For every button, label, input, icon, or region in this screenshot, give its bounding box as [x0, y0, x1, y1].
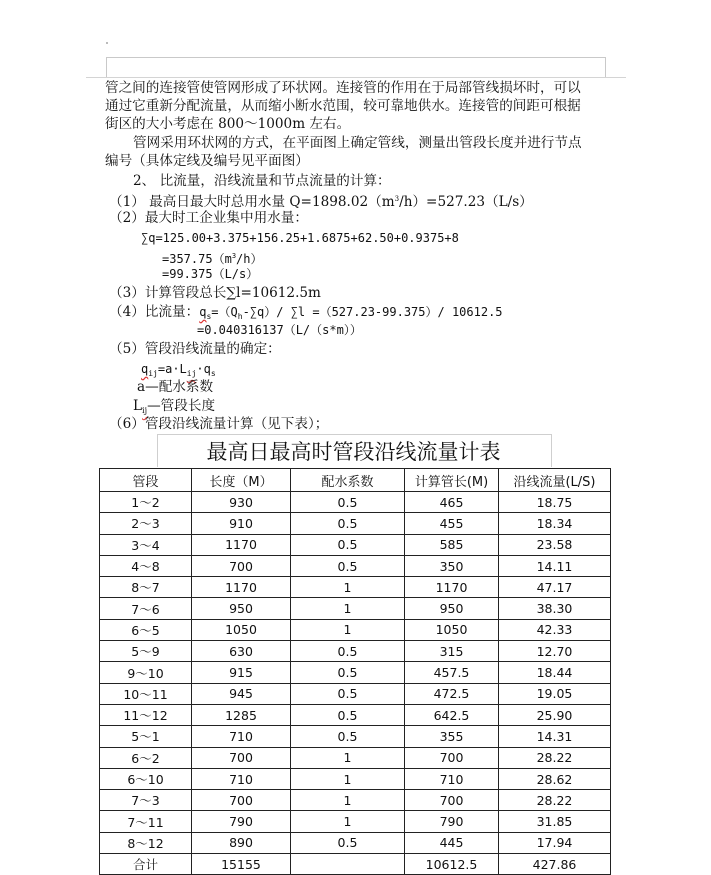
header-length: 长度（M） — [192, 469, 291, 492]
table-row — [100, 577, 611, 598]
cell-calc-length: 1170 — [405, 577, 499, 598]
cell-flow: 38.30 — [499, 598, 611, 619]
superscript: 3 — [394, 195, 400, 203]
definition-symbol: L — [133, 398, 143, 414]
header-calc-length: 计算管长(M) — [405, 469, 499, 492]
cell-segment: 7～3 — [100, 790, 192, 811]
table-row — [100, 662, 611, 683]
superscript: 3 — [231, 252, 237, 260]
cell-length: 15155 — [192, 854, 291, 875]
cell-calc-length: 465 — [405, 492, 499, 513]
cell-flow: 14.11 — [499, 555, 611, 576]
cell-flow: 42.33 — [499, 619, 611, 640]
table-row — [100, 768, 611, 789]
cell-segment: 11～12 — [100, 704, 192, 725]
header-divider — [86, 77, 626, 78]
header-flow: 沿线流量(L/S) — [499, 469, 611, 492]
cell-length: 950 — [192, 598, 291, 619]
cell-coefficient: 0.5 — [291, 683, 405, 704]
cell-calc-length: 585 — [405, 534, 499, 555]
item-1-text: （1） 最高日最大时总用水量 Q=1898.02（m — [109, 194, 395, 210]
cell-length: 1050 — [192, 619, 291, 640]
cell-segment: 2～3 — [100, 513, 192, 534]
cell-coefficient: 0.5 — [291, 832, 405, 853]
formula-text-end: /h） — [236, 252, 263, 266]
subscript: ij — [186, 369, 197, 378]
item-2: （2）最大时工企业集中用水量： — [109, 210, 308, 226]
cell-coefficient: 0.5 — [291, 555, 405, 576]
table-row — [100, 790, 611, 811]
cell-length: 1170 — [192, 577, 291, 598]
cell-calc-length: 642.5 — [405, 704, 499, 725]
table-row — [100, 683, 611, 704]
cell-calc-length: 315 — [405, 641, 499, 662]
cell-length: 945 — [192, 683, 291, 704]
item-6: （6）管段沿线流量计算（见下表）； — [109, 416, 329, 432]
definition-line: a—配水系数 — [137, 379, 214, 395]
cell-coefficient: 1 — [291, 768, 405, 789]
cell-calc-length: 950 — [405, 598, 499, 619]
cell-coefficient: 1 — [291, 811, 405, 832]
formula-text: =（Q — [211, 305, 238, 319]
cell-calc-length: 445 — [405, 832, 499, 853]
cell-length: 700 — [192, 747, 291, 768]
cell-coefficient: 0.5 — [291, 641, 405, 662]
cell-flow: 47.17 — [499, 577, 611, 598]
cell-segment: 7～11 — [100, 811, 192, 832]
cell-flow: 28.22 — [499, 790, 611, 811]
item-1 — [109, 190, 533, 211]
cell-length: 630 — [192, 641, 291, 662]
table-row — [100, 811, 611, 832]
page-corner-mark — [106, 42, 108, 44]
formula-symbol: q — [141, 362, 149, 376]
header-pipe-segment: 管段 — [100, 469, 192, 492]
table-row — [100, 641, 611, 662]
paragraph-line: 通过它重新分配流量，从而缩小断水范围，较可靠地供水。连接管的间距可根据 — [105, 98, 581, 114]
section-heading: 2、 比流量，沿线流量和节点流量的计算： — [133, 173, 391, 189]
cell-coefficient: 0.5 — [291, 726, 405, 747]
cell-coefficient: 1 — [291, 577, 405, 598]
formula-text: ·q — [196, 362, 211, 376]
cell-coefficient: 0.5 — [291, 534, 405, 555]
cell-flow: 28.22 — [499, 747, 611, 768]
table-row — [100, 726, 611, 747]
table-row — [100, 704, 611, 725]
cell-flow: 18.44 — [499, 662, 611, 683]
cell-segment: 5～9 — [100, 641, 192, 662]
cell-calc-length: 455 — [405, 513, 499, 534]
table-title: 最高日最高时管段沿线流量计表 — [206, 440, 501, 464]
table-row — [100, 534, 611, 555]
item-5: （5）管段沿线流量的确定： — [109, 341, 281, 357]
cell-flow: 31.85 — [499, 811, 611, 832]
subscript: s — [210, 369, 216, 378]
paragraph-line: 编号（具体定线及编号见平面图） — [105, 153, 309, 169]
table-row — [100, 555, 611, 576]
cell-length: 790 — [192, 811, 291, 832]
table-header-row — [100, 469, 611, 492]
item-4-text: （4）比流量： — [109, 304, 200, 320]
cell-flow: 12.70 — [499, 641, 611, 662]
definition-text: —管段长度 — [147, 398, 216, 414]
cell-length: 915 — [192, 662, 291, 683]
cell-flow: 23.58 — [499, 534, 611, 555]
cell-flow: 28.62 — [499, 768, 611, 789]
cell-coefficient: 1 — [291, 598, 405, 619]
paragraph-line: 管网采用环状网的方式，在平面图上确定管线，测量出管段长度并进行节点 — [133, 135, 582, 151]
cell-calc-length: 10612.5 — [405, 854, 499, 875]
item-1-text-end: /h）=527.23（L/s） — [399, 194, 533, 210]
table-row — [100, 619, 611, 640]
cell-calc-length: 700 — [405, 747, 499, 768]
cell-flow: 18.34 — [499, 513, 611, 534]
table-row — [100, 513, 611, 534]
cell-calc-length: 472.5 — [405, 683, 499, 704]
cell-coefficient: 0.5 — [291, 492, 405, 513]
table-row — [100, 492, 611, 513]
page-header-area[interactable] — [106, 57, 606, 78]
cell-coefficient: 1 — [291, 619, 405, 640]
cell-coefficient: 1 — [291, 790, 405, 811]
cell-segment: 7～6 — [100, 598, 192, 619]
table-row — [100, 832, 611, 853]
table-total-row — [100, 854, 611, 875]
subscript: s — [206, 312, 212, 321]
subscript: ij — [142, 406, 148, 415]
cell-coefficient: 1 — [291, 747, 405, 768]
cell-length: 700 — [192, 555, 291, 576]
cell-calc-length: 355 — [405, 726, 499, 747]
cell-calc-length: 457.5 — [405, 662, 499, 683]
formula-line: =99.375（L/s） — [162, 267, 259, 281]
cell-length: 910 — [192, 513, 291, 534]
formula-symbol: q — [199, 305, 207, 319]
subscript: h — [237, 312, 243, 321]
cell-length: 930 — [192, 492, 291, 513]
cell-segment: 5～1 — [100, 726, 192, 747]
cell-segment: 1～2 — [100, 492, 192, 513]
cell-segment: 4～8 — [100, 555, 192, 576]
formula-line: =0.040316137（L/（s*m）） — [197, 323, 362, 337]
cell-flow: 14.31 — [499, 726, 611, 747]
flow-table — [99, 468, 611, 875]
paragraph-line: 街区的大小考虑在 800～1000m 左右。 — [105, 116, 351, 132]
cell-segment: 合计 — [100, 854, 192, 875]
paragraph-line: 管之间的连接管使管网形成了环状网。连接管的作用在于局部管线损坏时，可以 — [105, 80, 581, 96]
cell-segment: 8～7 — [100, 577, 192, 598]
cell-flow: 25.90 — [499, 704, 611, 725]
formula-text-end: -∑q）/ ∑l =（527.23-99.375）/ 10612.5 — [242, 305, 503, 319]
cell-calc-length: 1050 — [405, 619, 499, 640]
cell-segment: 8～12 — [100, 832, 192, 853]
cell-segment: 9～10 — [100, 662, 192, 683]
cell-calc-length: 700 — [405, 790, 499, 811]
header-coefficient: 配水系数 — [291, 469, 405, 492]
table-row — [100, 747, 611, 768]
table-row — [100, 598, 611, 619]
cell-segment: 6～5 — [100, 619, 192, 640]
cell-flow: 427.86 — [499, 854, 611, 875]
cell-segment: 6～10 — [100, 768, 192, 789]
cell-length: 700 — [192, 790, 291, 811]
cell-calc-length: 710 — [405, 768, 499, 789]
cell-coefficient: 0.5 — [291, 662, 405, 683]
cell-segment: 3～4 — [100, 534, 192, 555]
cell-flow: 19.05 — [499, 683, 611, 704]
cell-coefficient — [291, 854, 405, 875]
cell-length: 1170 — [192, 534, 291, 555]
cell-calc-length: 790 — [405, 811, 499, 832]
cell-segment: 6～2 — [100, 747, 192, 768]
cell-coefficient: 0.5 — [291, 704, 405, 725]
cell-length: 710 — [192, 726, 291, 747]
cell-flow: 18.75 — [499, 492, 611, 513]
cell-length: 890 — [192, 832, 291, 853]
cell-length: 710 — [192, 768, 291, 789]
item-3: （3）计算管段总长∑l=10612.5m — [109, 285, 321, 301]
formula-text: =a·L — [157, 362, 187, 376]
formula-line: ∑q=125.00+3.375+156.25+1.6875+62.50+0.9375+8 — [141, 231, 459, 245]
cell-calc-length: 350 — [405, 555, 499, 576]
cell-coefficient: 0.5 — [291, 513, 405, 534]
subscript: ij — [148, 369, 158, 378]
cell-flow: 17.94 — [499, 832, 611, 853]
cell-segment: 10～11 — [100, 683, 192, 704]
cell-length: 1285 — [192, 704, 291, 725]
formula-text: =357.75（m — [162, 252, 232, 266]
